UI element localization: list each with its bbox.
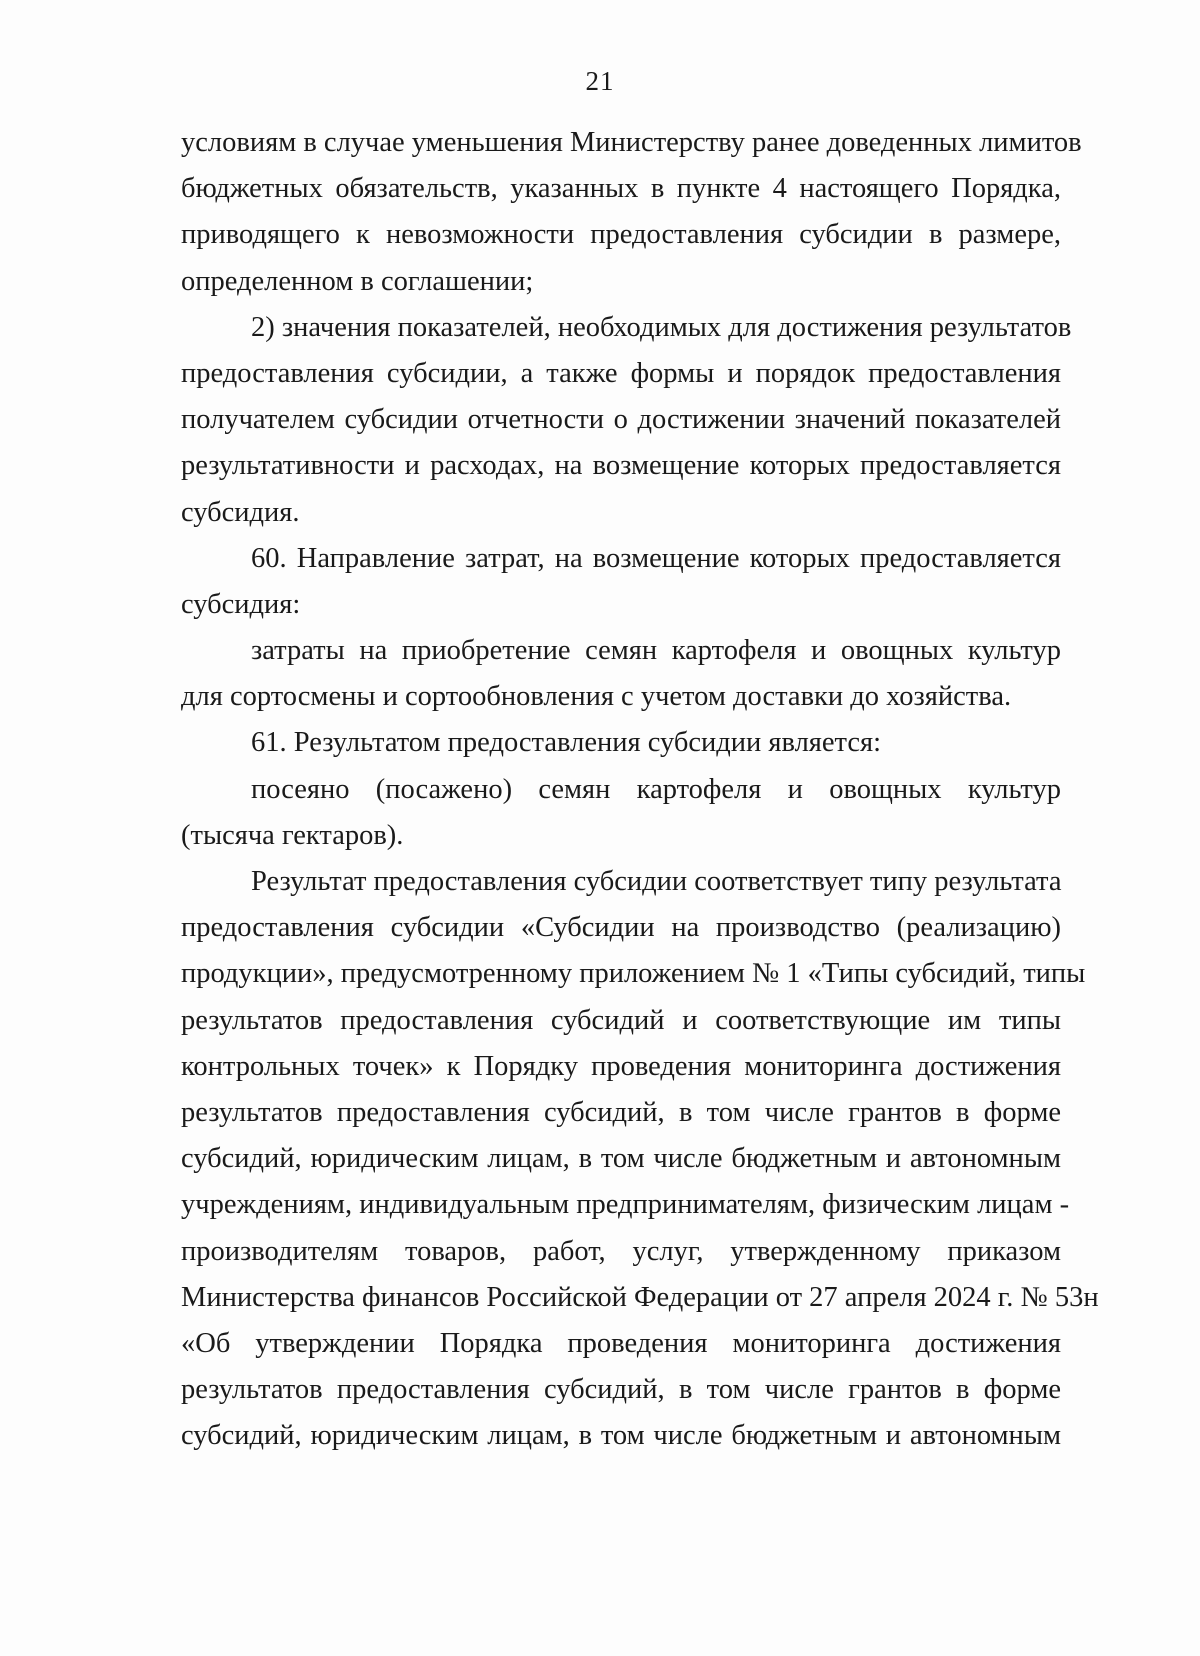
text-line: получателем субсидии отчетности о достижении значений показателей — [181, 404, 1061, 436]
text-line: субсидий, юридическим лицам, в том числе бюджетным и автономным — [181, 1420, 1061, 1452]
text-line: 61. Результатом предоставления субсидии является: — [251, 727, 882, 759]
text-line: результативности и расходах, на возмещение которых предоставляется — [181, 450, 1061, 482]
text-line: бюджетных обязательств, указанных в пункте 4 настоящего Порядка, — [181, 173, 1061, 205]
text-line: учреждениям, индивидуальным предпринимателям, физическим лицам - — [181, 1189, 1070, 1221]
body-text — [181, 120, 1099, 1459]
text-line: приводящего к невозможности предоставления субсидии в размере, — [181, 219, 1061, 251]
text-line: субсидия: — [181, 588, 301, 620]
text-line: предоставления субсидии, а также формы и порядок предоставления — [181, 357, 1061, 389]
text-line: посеяно (посажено) семян картофеля и овощных культур — [251, 773, 1061, 805]
text-line: продукции», предусмотренному приложением № 1 «Типы субсидий, типы — [181, 958, 1086, 990]
text-line: субсидий, юридическим лицам, в том числе бюджетным и автономным — [181, 1143, 1061, 1175]
text-line: результатов предоставления субсидий и соответствующие им типы — [181, 1004, 1061, 1036]
text-line: для сортосмены и сортообновления с учетом доставки до хозяйства. — [181, 681, 1012, 713]
text-line: 2) значения показателей, необходимых для достижения результатов — [251, 311, 1072, 343]
text-line: предоставления субсидии «Субсидии на производство (реализацию) — [181, 912, 1061, 944]
text-line: Министерства финансов Российской Федерации от 27 апреля 2024 г. № 53н — [181, 1281, 1099, 1313]
text-line: Результат предоставления субсидии соответствует типу результата — [251, 866, 1062, 897]
text-line: «Об утверждении Порядка проведения мониторинга достижения — [181, 1327, 1061, 1359]
text-line: контрольных точек» к Порядку проведения мониторинга достижения — [181, 1050, 1061, 1082]
text-line: результатов предоставления субсидий, в том числе грантов в форме — [181, 1374, 1061, 1406]
page-number: 21 — [585, 66, 615, 96]
text-line: результатов предоставления субсидий, в том числе грантов в форме — [181, 1096, 1061, 1128]
text-line: субсидия. — [181, 496, 300, 528]
text-line: 60. Направление затрат, на возмещение которых предоставляется — [251, 542, 1061, 574]
text-line: (тысяча гектаров). — [181, 819, 404, 851]
text-line: затраты на приобретение семян картофеля и овощных культур — [251, 635, 1061, 667]
text-line: определенном в соглашении; — [181, 265, 534, 297]
text-line: условиям в случае уменьшения Министерству ранее доведенных лимитов — [181, 127, 1082, 158]
text-line: производителям товаров, работ, услуг, утвержденному приказом — [181, 1235, 1061, 1267]
